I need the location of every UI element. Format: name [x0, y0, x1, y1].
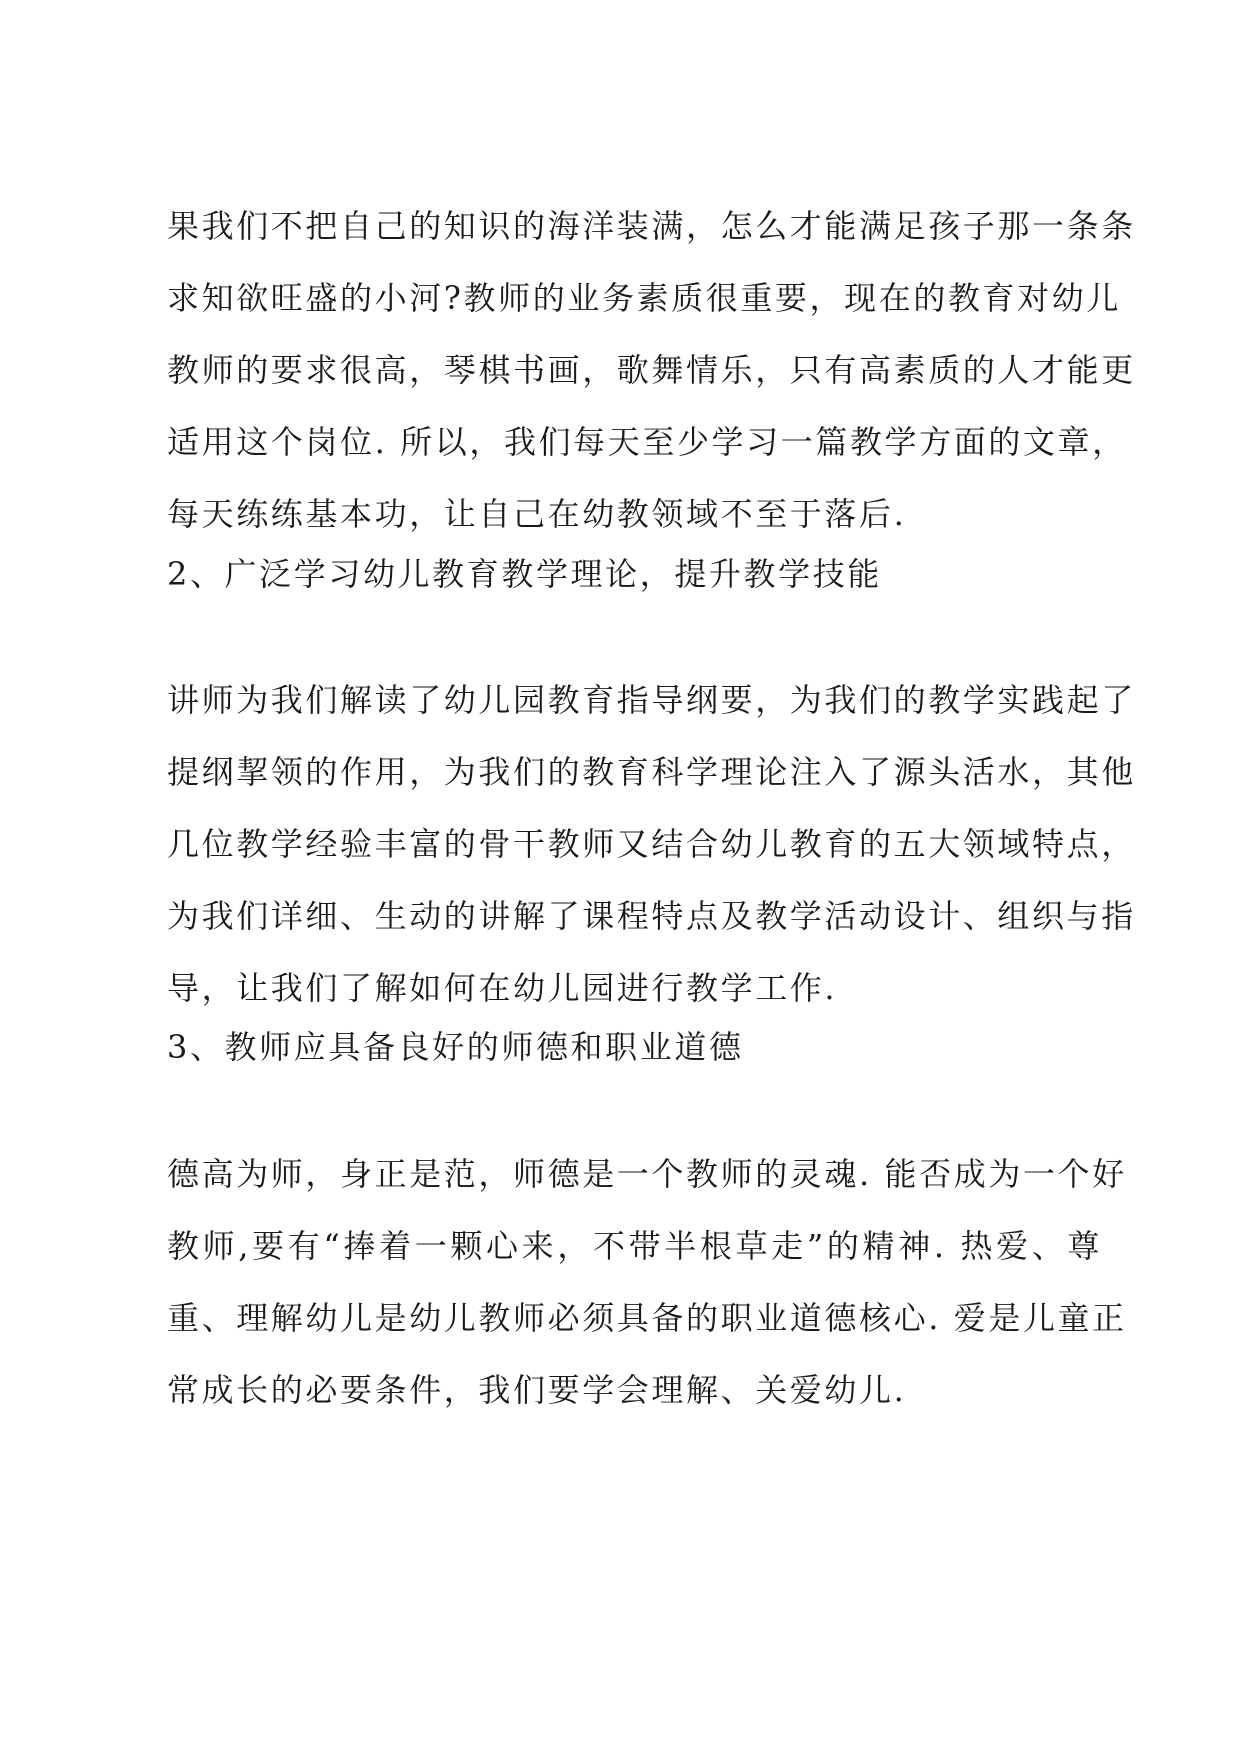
text-line: 提纲挈领的作用，为我们的教育科学理论注入了源头活水，其他: [167, 753, 1136, 791]
text-line: 重、理解幼儿是幼儿教师必须具备的职业道德核心. 爱是儿童正: [167, 1299, 1127, 1337]
paragraph-teacher-knowledge: [167, 190, 1136, 550]
text-line: 果我们不把自己的知识的海洋装满，怎么才能满足孩子那一条条: [167, 207, 1136, 245]
text-line: 常成长的必要条件，我们要学会理解、关爱幼儿.: [167, 1371, 907, 1409]
section-heading-3: [167, 1011, 1102, 1083]
section-heading-2: [167, 538, 1102, 610]
text-line: 每天练练基本功，让自己在幼教领域不至于落后.: [167, 495, 907, 533]
text-line: 几位教学经验丰富的骨干教师又结合幼儿教育的五大领域特点，: [167, 825, 1136, 863]
paragraph-teacher-ethics: [167, 1138, 1127, 1426]
text-line: 求知欲旺盛的小河?教师的业务素质很重要，现在的教育对幼儿: [167, 279, 1121, 317]
text-line: 为我们详细、生动的讲解了课程特点及教学活动设计、组织与指: [167, 897, 1136, 935]
heading-text: 2、广泛学习幼儿教育教学理论，提升教学技能: [167, 555, 882, 593]
text-line: 德高为师，身正是范，师德是一个教师的灵魂. 能否成为一个好: [167, 1155, 1127, 1193]
heading-text: 3、教师应具备良好的师德和职业道德: [167, 1028, 744, 1066]
text-line: 教师,要有“捧着一颗心来，不带半根草走”的精神. 热爱、尊: [167, 1227, 1102, 1265]
text-line: 适用这个岗位. 所以，我们每天至少学习一篇教学方面的文章，: [167, 423, 1127, 461]
text-line: 导，让我们了解如何在幼儿园进行教学工作.: [167, 969, 838, 1007]
text-line: 讲师为我们解读了幼儿园教育指导纲要，为我们的教学实践起了: [167, 681, 1136, 719]
paragraph-teaching-theory: [167, 664, 1136, 1024]
text-line: 教师的要求很高，琴棋书画，歌舞情乐，只有高素质的人才能更: [167, 351, 1136, 389]
